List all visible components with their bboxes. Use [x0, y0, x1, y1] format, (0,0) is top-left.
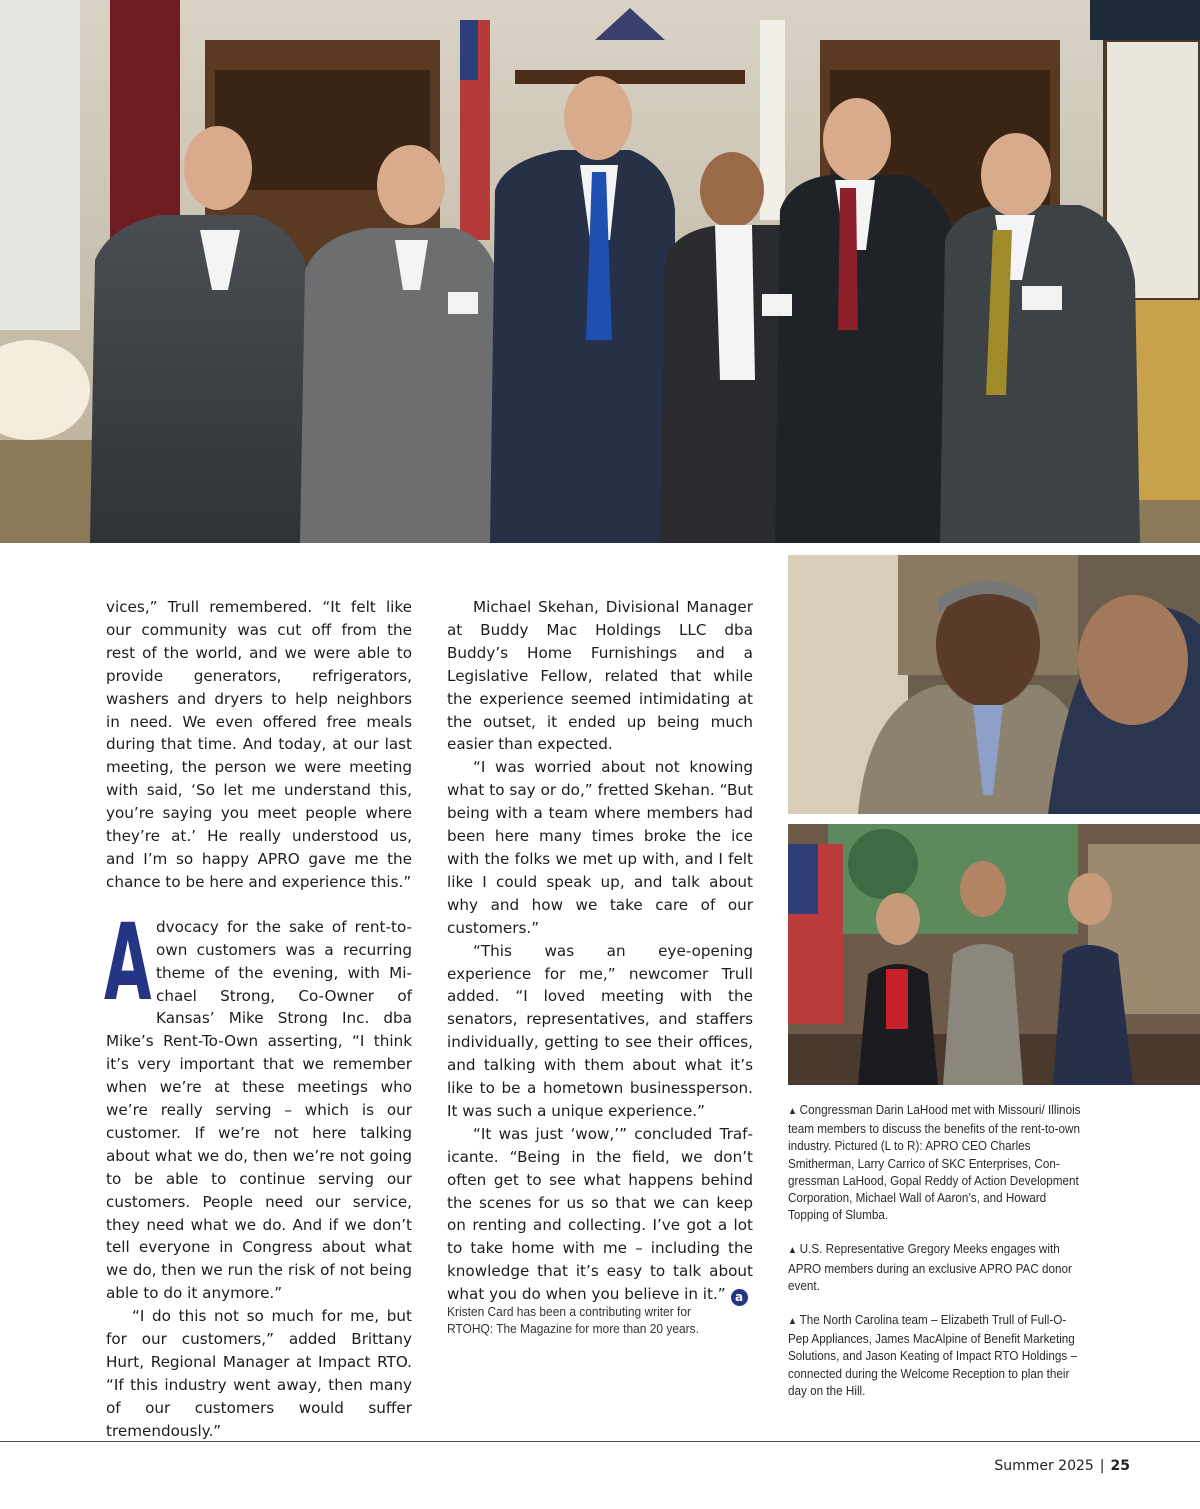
- article-column-2: [447, 596, 753, 1306]
- photo-north-carolina-team: [788, 824, 1200, 1085]
- drop-cap: A: [104, 900, 152, 1024]
- caption-triangle-icon: ▲: [788, 1106, 797, 1117]
- author-bio: Kristen Card has been a contributing writer for RTOHQ: The Magazine for more than 20 years.: [447, 1304, 699, 1336]
- photo-captions: [788, 1101, 1085, 1416]
- caption-text: The North Carolina team – Elizabeth Trull of Full-O-Pep Appliances, James MacAlpine of Benefit Marketing Solutions, and Jason Keating of Impact RTO Holdings – connected during the Welcome Reception to plan their day on the Hill.: [788, 1312, 1077, 1398]
- caption-triangle-icon: ▲: [788, 1316, 797, 1328]
- footer-separator: |: [1099, 1458, 1105, 1474]
- paragraph-text: “It was just ‘wow,’” concluded Traficante. “Being in the field, we don’t often get to see what happens behind the scenes for us so that we can keep on renting and collecting. I’ve got a lot to take home with me – including the knowledge that it’s easy to talk about what you do when you believe in it.”: [447, 1124, 753, 1304]
- caption: [788, 1240, 1085, 1294]
- caption-text: U.S. Representative Gregory Meeks engages with APRO members during an exclusive APRO PAC donor event.: [788, 1241, 1072, 1293]
- paragraph: vices,” Trull remembered. “It felt like our community was cut off from the rest of the world, and we were able to provide generators, refrigerators, washers and dryers to help neighbors in need. We even offered free meals during that time. And today, at our last meeting, the person we were meeting with said, ‘So let me understand this, you’re saying you meet people where they’re at.’ He really understood us, and I’m so happy APRO gave me the chance to be here and experience this.”: [106, 598, 412, 891]
- footer-divider: [0, 1441, 1200, 1442]
- paragraph: “I do this not so much for me, but for our customers,” added Brittany Hurt, Regional Manager at Impact RTO. “If this industry went away, then many of our customers would suffer tremendously.”: [106, 1307, 412, 1440]
- issue-label: Summer 2025: [994, 1458, 1094, 1474]
- photo-gregory-meeks: [788, 555, 1200, 814]
- caption-text: Congressman Darin LaHood met with Missouri/ Illinois team members to discuss the benefits of the rent-to-own industry. Pictured (L to R): APRO CEO Charles Smitherman, Larry Carrico of SKC Enterprises, Congressman LaHood, Gopal Reddy of Action Development Corporation, Michael Wall of Aaron’s, and Howard Topping of Slumba.: [788, 1102, 1081, 1223]
- page-footer: [994, 1458, 1130, 1474]
- paragraph: “I was worried about not knowing what to say or do,” fretted Skehan. “But being with a team where members had been here many times broke the ice with the folks we met up with, and I felt like I could speak up, and talk about why and how we take care of our customers.”: [447, 758, 753, 937]
- page-number: 25: [1110, 1458, 1130, 1474]
- caption: [788, 1311, 1085, 1399]
- caption-triangle-icon: ▲: [788, 1245, 797, 1257]
- photo-congressman-lahood-group: [0, 0, 1200, 543]
- paragraph-text: dvocacy for the sake of rent-to-own customers was a recurring theme of the evening, with Michael Strong, Co-Owner of Kansas’ Mike Strong Inc. dba Mike’s Rent-To-Own asserting, “I think it’s very important that we remember when we’re at these meetings who we’re really serving – which is our customer. If we’re not here talking about what we do, then we’re not going to be able to continue serving our customers. People need our service, they need what we do. And if we don’t tell everyone in Congress about what we do, then we run the risk of not being able to do it anymore.”: [106, 917, 412, 1303]
- paragraph: [447, 1123, 753, 1306]
- paragraph: Michael Skehan, Divisional Manager at Buddy Mac Holdings LLC dba Buddy’s Home Furnishings and a Legislative Fellow, related that while the experience seemed intimidating at the outset, it ended up being much easier than expected.: [447, 598, 753, 754]
- paragraph: [104, 900, 412, 1305]
- end-mark-icon: a: [731, 1289, 748, 1306]
- paragraph: “This was an eye-opening experience for me,” newcomer Trull added. “I loved meeting with the senators, representatives, and staffers individually, getting to see their offices, and talking with them about what it’s like to be a hometown businessperson. It was such a unique experience.”: [447, 941, 753, 1120]
- article-column-1: [106, 596, 412, 1443]
- caption: [788, 1101, 1085, 1223]
